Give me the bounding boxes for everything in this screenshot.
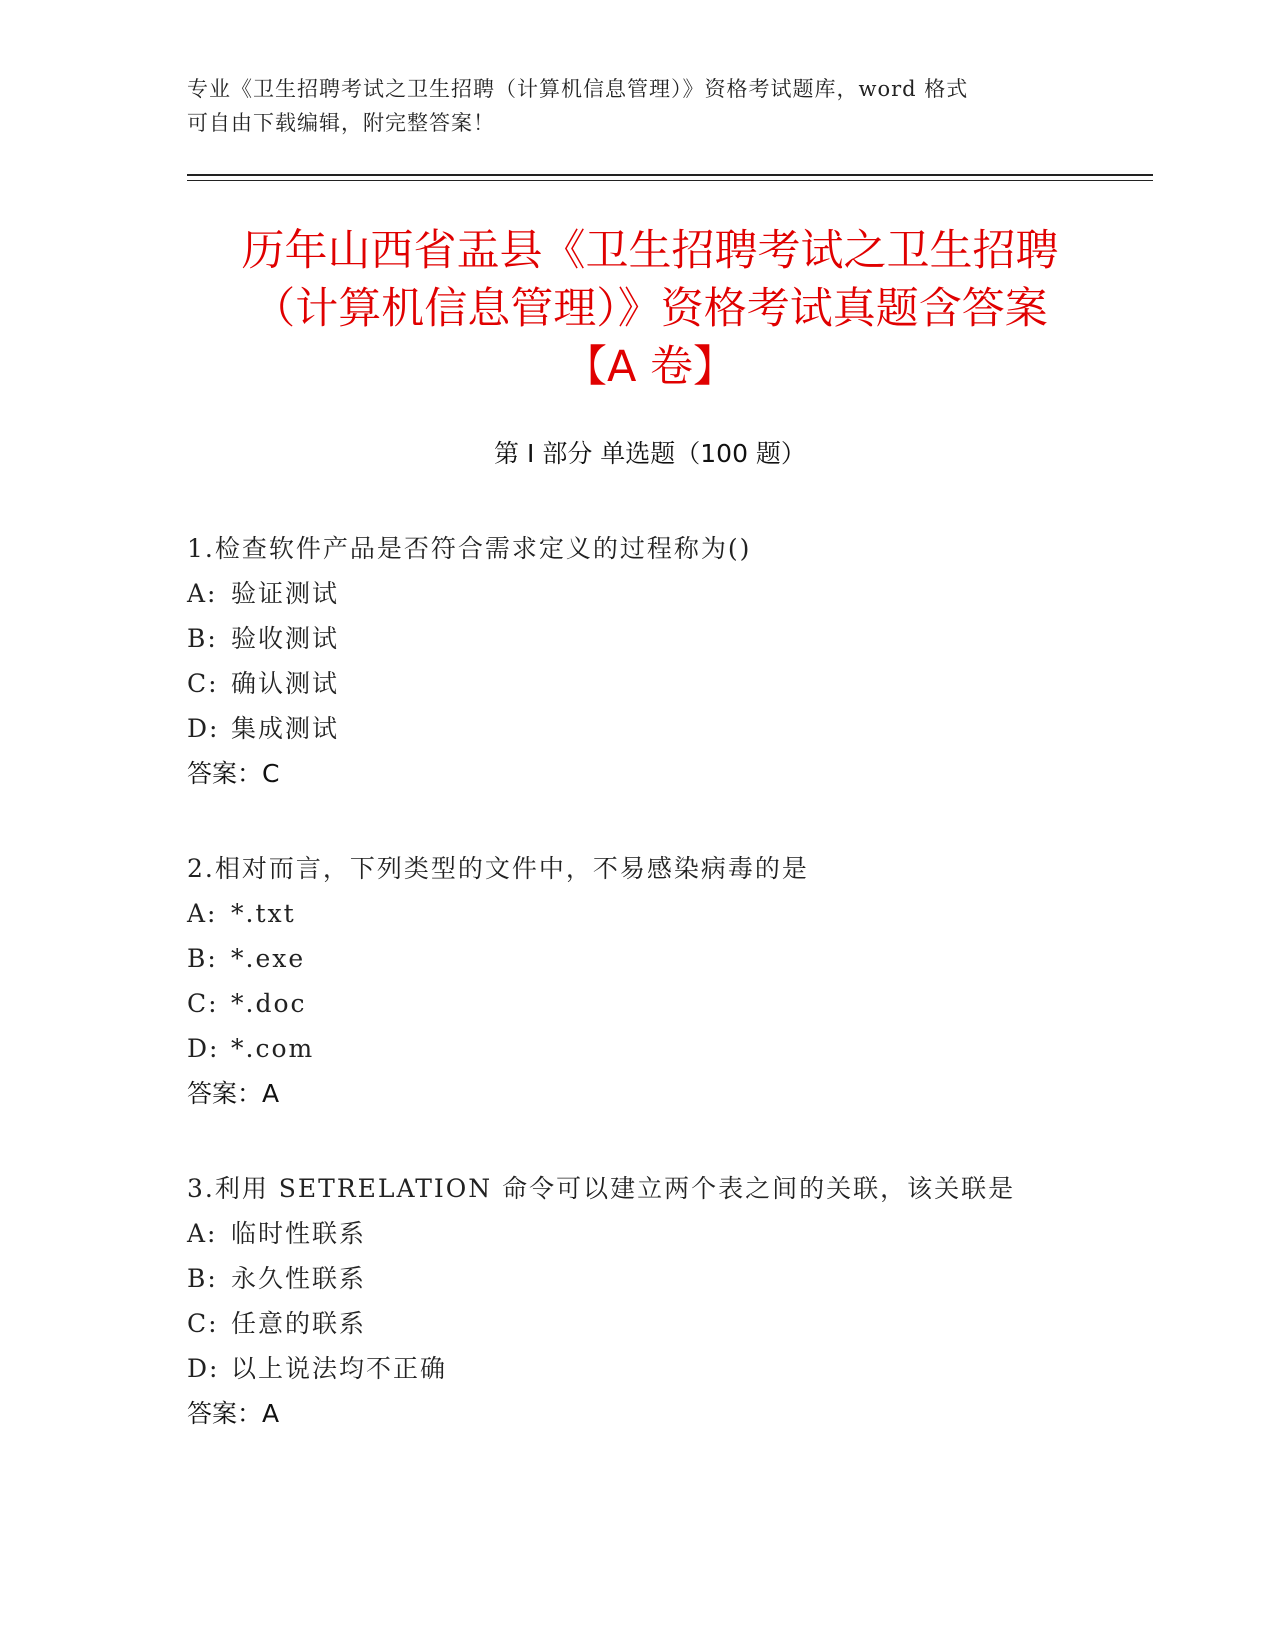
option-a <box>187 1211 1127 1256</box>
option-text: *.exe <box>231 944 306 973</box>
section-title: 第 I 部分 单选题（100 题） <box>494 439 806 468</box>
option-key: B: <box>187 624 218 653</box>
option-c <box>187 661 1127 706</box>
header-note <box>187 72 1067 140</box>
option-text: 确认测试 <box>231 669 340 698</box>
option-key: C: <box>187 1309 219 1338</box>
option-text: 临时性联系 <box>231 1219 367 1248</box>
header-divider-thick <box>187 174 1153 176</box>
header-note-line-1: 专业《卫生招聘考试之卫生招聘（计算机信息管理）》资格考试题库，word 格式 <box>187 77 969 101</box>
title-line-3: 【A 卷】 <box>563 342 737 392</box>
option-key: B: <box>187 1264 218 1293</box>
question-2 <box>187 846 1127 1116</box>
answer: 答案：A <box>187 1399 280 1428</box>
option-key: A: <box>187 899 218 928</box>
option-b <box>187 936 1127 981</box>
option-key: D: <box>187 1354 220 1383</box>
option-b <box>187 616 1127 661</box>
option-c <box>187 1301 1127 1346</box>
option-text: 永久性联系 <box>231 1264 367 1293</box>
question-stem: 1.检查软件产品是否符合需求定义的过程称为() <box>187 534 752 563</box>
option-d <box>187 1346 1127 1391</box>
option-d <box>187 706 1127 751</box>
option-a <box>187 891 1127 936</box>
answer: 答案：C <box>187 759 280 788</box>
option-text: 以上说法均不正确 <box>231 1354 448 1383</box>
option-text: 验证测试 <box>231 579 340 608</box>
option-key: D: <box>187 714 220 743</box>
option-a <box>187 571 1127 616</box>
title-line-2: （计算机信息管理）》资格考试真题含答案 <box>252 284 1048 334</box>
document-title <box>150 222 1150 396</box>
answer: 答案：A <box>187 1079 280 1108</box>
option-key: D: <box>187 1034 220 1063</box>
option-b <box>187 1256 1127 1301</box>
option-key: A: <box>187 579 218 608</box>
question-stem: 3.利用 SETRELATION 命令可以建立两个表之间的关联，该关联是 <box>187 1174 1016 1203</box>
option-d <box>187 1026 1127 1071</box>
question-1 <box>187 526 1127 796</box>
option-key: A: <box>187 1219 218 1248</box>
option-key: C: <box>187 989 219 1018</box>
question-stem: 2.相对而言，下列类型的文件中，不易感染病毒的是 <box>187 854 809 883</box>
option-c <box>187 981 1127 1026</box>
option-key: B: <box>187 944 218 973</box>
option-text: *.doc <box>231 989 307 1018</box>
title-line-1: 历年山西省盂县《卫生招聘考试之卫生招聘 <box>241 226 1059 276</box>
header-note-line-2: 可自由下载编辑，附完整答案！ <box>187 111 495 135</box>
option-text: *.com <box>231 1034 315 1063</box>
question-3 <box>187 1166 1127 1436</box>
question-list <box>187 526 1127 1486</box>
header-divider-thin <box>187 180 1153 181</box>
option-key: C: <box>187 669 219 698</box>
option-text: 任意的联系 <box>231 1309 367 1338</box>
option-text: 集成测试 <box>231 714 340 743</box>
option-text: *.txt <box>231 899 296 928</box>
option-text: 验收测试 <box>231 624 340 653</box>
